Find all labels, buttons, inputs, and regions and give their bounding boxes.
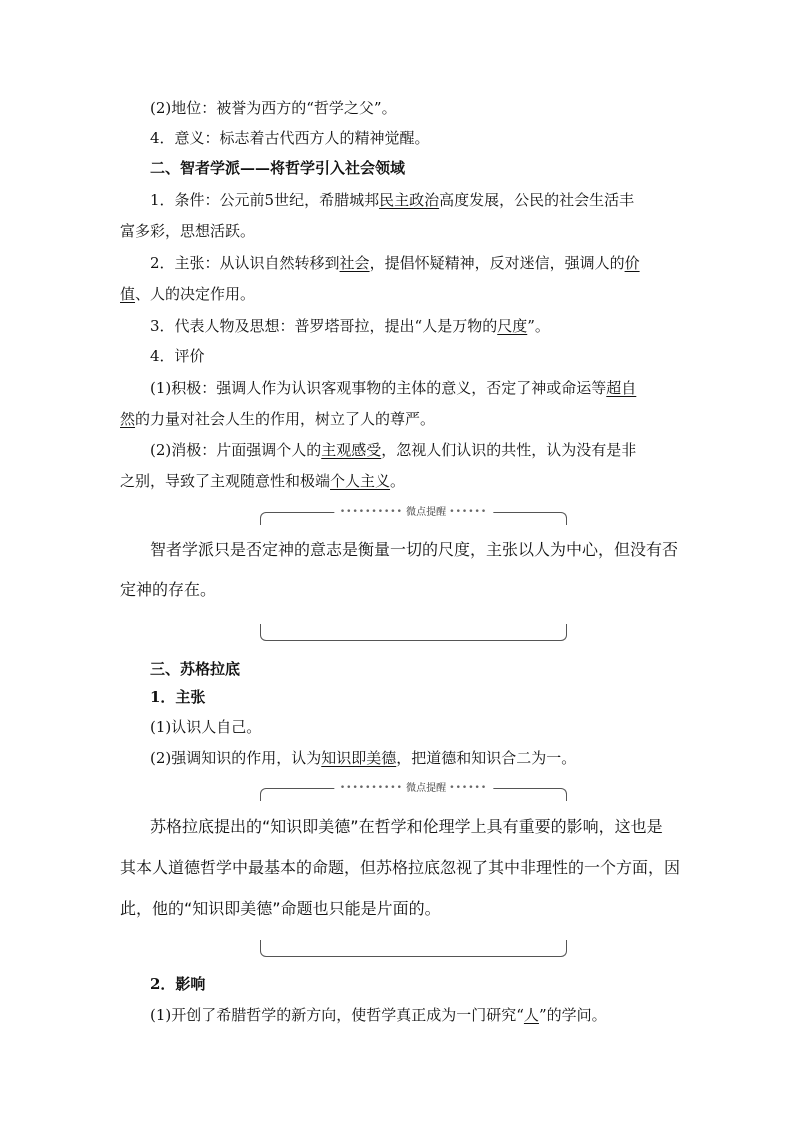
negative-line-2 bbox=[120, 471, 680, 491]
underlined-term: 社会 bbox=[339, 254, 370, 272]
text: ”的学问。 bbox=[538, 1006, 607, 1024]
heading-text: 三、苏格拉底 bbox=[150, 660, 241, 678]
tip-label bbox=[334, 504, 493, 521]
text: (2)消极：片面强调个人的 bbox=[150, 441, 322, 459]
tip-title: 微点提醒 bbox=[406, 507, 447, 518]
text: 2．主张：从认识自然转移到 bbox=[150, 254, 340, 272]
status-line bbox=[150, 98, 680, 118]
condition-line-2 bbox=[120, 221, 680, 241]
knowledge-virtue-line bbox=[150, 748, 680, 768]
text: 4．意义：标志着古代西方人的精神觉醒。 bbox=[150, 129, 430, 147]
underlined-term: 尺度 bbox=[497, 317, 528, 335]
underlined-term: 值 bbox=[120, 285, 136, 303]
claim-line-2 bbox=[120, 284, 680, 304]
significance-line bbox=[150, 128, 680, 148]
underlined-term: 人 bbox=[523, 1006, 539, 1024]
text: 3．代表人物及思想：普罗塔哥拉，提出“人是万物的 bbox=[150, 317, 498, 335]
know-yourself-line bbox=[150, 717, 680, 737]
underlined-term: 主观感受 bbox=[321, 441, 382, 459]
text: 定神的存在。 bbox=[120, 580, 217, 599]
text: (1)积极：强调人作为认识客观事物的主体的意义，否定了神或命运等 bbox=[150, 379, 607, 397]
text: (2)强调知识的作用，认为 bbox=[150, 749, 322, 767]
text: 2．影响 bbox=[150, 975, 206, 993]
tip2-line-1 bbox=[120, 817, 680, 837]
tip-title: 微点提醒 bbox=[406, 783, 447, 794]
underlined-term: 超自 bbox=[606, 379, 637, 397]
heading-text: 二、智者学派——将哲学引入社会领域 bbox=[150, 159, 406, 177]
claim-line-1 bbox=[150, 253, 680, 273]
influence-line-1 bbox=[150, 1005, 680, 1025]
dots-decoration: •••••• bbox=[449, 507, 488, 517]
tip-label bbox=[334, 780, 493, 797]
tip-box-top bbox=[260, 507, 567, 525]
text: (1)认识人自己。 bbox=[150, 718, 262, 736]
underlined-term: 民主政治 bbox=[379, 191, 440, 209]
section-heading-sophists bbox=[150, 158, 680, 178]
text: 高度发展，公民的社会生活丰 bbox=[439, 191, 635, 209]
negative-line-1 bbox=[150, 440, 680, 460]
tip-box-bottom bbox=[260, 940, 567, 957]
text: ”。 bbox=[527, 317, 550, 335]
dots-decoration: •••••• bbox=[449, 783, 488, 793]
claim-heading bbox=[150, 687, 680, 707]
text: 富多彩，思想活跃。 bbox=[120, 222, 256, 240]
dots-decoration: •••••••••• bbox=[339, 507, 403, 517]
underlined-term: 然 bbox=[120, 410, 136, 428]
text: 其本人道德哲学中最基本的命题，但苏格拉底忽视了其中非理性的一个方面，因 bbox=[120, 858, 681, 877]
text: 1．主张 bbox=[150, 688, 206, 706]
text: ，提倡怀疑精神，反对迷信，强调人的 bbox=[369, 254, 625, 272]
tip-box-top bbox=[260, 783, 567, 801]
text: ，把道德和知识合二为一。 bbox=[396, 749, 577, 767]
tip-box-bottom bbox=[260, 624, 567, 641]
tip2-line-3 bbox=[120, 899, 680, 919]
dots-decoration: •••••••••• bbox=[339, 783, 403, 793]
text: 1．条件：公元前5世纪，希腊城邦 bbox=[150, 191, 380, 209]
underlined-term: 知识即美德 bbox=[321, 749, 397, 767]
section-heading-socrates bbox=[150, 659, 680, 679]
text: 智者学派只是否定神的意志是衡量一切的尺度，主张以人为中心，但没有否 bbox=[150, 540, 679, 559]
text: 4．评价 bbox=[150, 347, 205, 365]
condition-line-1 bbox=[150, 190, 680, 210]
text: 、人的决定作用。 bbox=[135, 285, 256, 303]
tip1-line-1 bbox=[120, 540, 680, 560]
tip2-line-2 bbox=[120, 858, 680, 878]
text: 的力量对社会人生的作用，树立了人的尊严。 bbox=[135, 410, 436, 428]
text: (2)地位：被誉为西方的“哲学之父”。 bbox=[150, 99, 397, 117]
positive-line-2 bbox=[120, 409, 680, 429]
text: (1)开创了希腊哲学的新方向，使哲学真正成为一门研究“ bbox=[150, 1006, 524, 1024]
text: ，忽视人们认识的共性，认为没有是非 bbox=[381, 441, 637, 459]
tip1-line-2 bbox=[120, 580, 680, 600]
text: 此，他的“知识即美德”命题也只能是片面的。 bbox=[120, 899, 441, 918]
underlined-term: 个人主义 bbox=[330, 472, 391, 490]
text: 之别，导致了主观随意性和极端 bbox=[120, 472, 331, 490]
influence-heading bbox=[150, 974, 680, 994]
evaluation-heading bbox=[150, 346, 680, 366]
positive-line-1 bbox=[150, 378, 680, 398]
text: 。 bbox=[390, 472, 406, 490]
underlined-term: 价 bbox=[624, 254, 640, 272]
representative-line bbox=[150, 316, 680, 336]
text: 苏格拉底提出的“知识即美德”在哲学和伦理学上具有重要的影响，这也是 bbox=[150, 817, 663, 836]
